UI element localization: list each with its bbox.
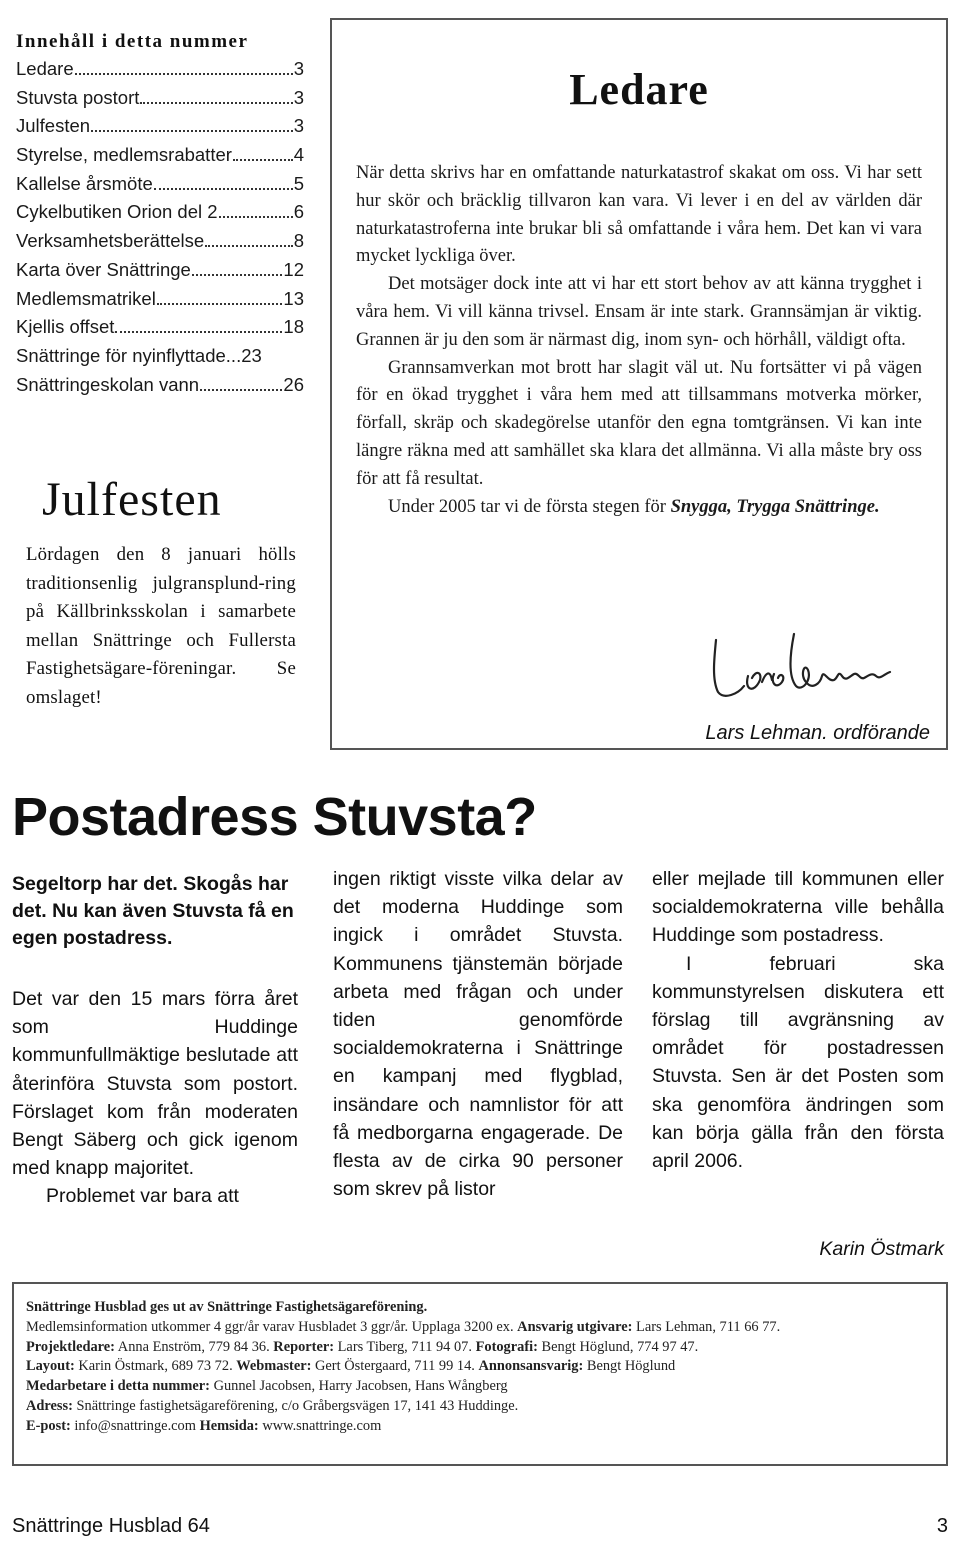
- toc-item-page: 26: [283, 373, 304, 395]
- julfesten-title: Julfesten: [42, 473, 222, 526]
- toc-item-label: Ledare: [16, 58, 74, 79]
- toc-item-page: 3: [293, 86, 304, 108]
- toc-leader-dots: [157, 303, 283, 305]
- email-link[interactable]: info@snattringe.com: [74, 1417, 196, 1434]
- toc-leader-dots: [200, 389, 282, 391]
- toc-leader-dots: [140, 102, 292, 104]
- impressum-value: Gert Östergaard, 711 99 14.: [315, 1358, 475, 1375]
- impressum-label: E-post:: [26, 1417, 71, 1434]
- article-column-2: [333, 865, 623, 1203]
- article-column-3: [652, 865, 944, 1175]
- toc-leader-dots: [75, 73, 293, 75]
- impressum-line: [26, 1357, 934, 1377]
- editorial-signature-name: Lars Lehman. ordförande: [705, 722, 930, 744]
- impressum-label: Layout:: [26, 1358, 75, 1375]
- toc-item[interactable]: [16, 345, 304, 374]
- impressum-value: Snättringe fastighetsägareförening, c/o Gråbergsvägen 17, 141 43 Huddinge.: [76, 1397, 519, 1414]
- impressum-label: Projektledare:: [26, 1338, 115, 1355]
- editorial-paragraph: Det motsäger dock inte att vi har ett stort behov av att känna trygghet i våra hem. Vi vill känna trivsel. Ensam är inte stark. Grannsämjan är viktig. Grannen är ju den som är närmast dig, inom syn- och hörhåll, väldigt ofta.: [356, 274, 922, 350]
- toc-item-label: Cykelbutiken Orion del 2: [16, 201, 218, 223]
- impressum-line: [26, 1338, 934, 1358]
- toc-item-page: 4: [293, 144, 304, 166]
- page-number: 3: [936, 1515, 948, 1537]
- editorial-paragraph: Grannsamverkan mot brott har slagit väl ut. Nu fortsätter vi på vägen för en ökad trygghet i våra hem med att tillsammans motverka mörker, förfall, skräp och skadegörelse utanför den egna tomtgränsen. Vi kan inte längre räkna med att samhället ska klara det allmänna. Vi alla måste bry oss för att få resultat.: [356, 357, 922, 489]
- impressum-label: Hemsida:: [199, 1417, 259, 1434]
- article-column-1: [12, 985, 298, 1211]
- editorial-text: [356, 160, 922, 521]
- editorial-box: [330, 18, 948, 750]
- impressum-label: Webmaster:: [236, 1358, 312, 1375]
- toc-item[interactable]: [16, 288, 304, 317]
- impressum-line: [26, 1417, 934, 1437]
- article-author: Karin Östmark: [819, 1238, 944, 1260]
- article-lead: Segeltorp har det. Skogås har det. Nu kan även Stuvsta få en egen postadress.: [12, 873, 294, 949]
- impressum-value: Bengt Höglund, 774 97 47.: [541, 1338, 699, 1355]
- impressum-line: [26, 1377, 934, 1397]
- toc-item-label: Kjellis offset: [16, 316, 115, 338]
- toc-item-label: Kallelse årsmöte: [16, 172, 153, 194]
- editorial-slogan: Snygga, Trygga Snättringe.: [670, 496, 880, 517]
- editorial-closing-text: Under 2005 tar vi de första stegen för: [388, 496, 671, 517]
- julfesten-body: Lördagen den 8 januari hölls traditionsenlig julgransplund-ring på Källbrinksskolan i samarbete mellan Snättringe och Fullersta Fastighetsägare-föreningar. Se omslaget!: [26, 544, 296, 708]
- editorial-paragraph: [356, 494, 922, 522]
- article-paragraph: Problemet var bara att: [46, 1185, 239, 1208]
- article-paragraph: eller mejlade till kommunen eller socialdemokraterna ville behålla Huddinge som postadress.: [652, 868, 944, 947]
- impressum-line: [26, 1318, 934, 1338]
- article-paragraph: ingen riktigt visste vilka delar av det moderna Huddinge som ingick i området Stuvsta. Kommunens tjänstemän började arbeta med frågan och under tiden genomförde socialdemokraterna i Snättringe en kampanj med flygblad, insändare och namnlistor för att få medborgarna engagerade. De flesta av de cirka 90 personer som skrev på listor: [333, 868, 623, 1201]
- toc-item-label: Snättringe för nyinflyttade: [16, 344, 226, 366]
- toc-leader-dots: [205, 245, 293, 247]
- toc-leader-dots: [192, 274, 283, 276]
- toc-leader-dots: [115, 331, 282, 333]
- toc-list: [16, 58, 304, 402]
- toc-item-page: 6: [293, 201, 304, 223]
- toc-leader-dots: [233, 159, 293, 161]
- toc-item-label: Styrelse, medlemsrabatter: [16, 144, 232, 166]
- website-link[interactable]: www.snattringe.com: [262, 1417, 382, 1434]
- impressum-value: Lars Tiberg, 711 94 07.: [337, 1338, 472, 1355]
- handwritten-signature: [704, 620, 904, 710]
- impressum-label: Annonsansvarig:: [478, 1358, 584, 1375]
- toc-item[interactable]: [16, 230, 304, 259]
- toc-item-page: 5: [293, 172, 304, 194]
- toc-item-label: Julfesten: [16, 115, 91, 137]
- toc-item-page: ...23: [225, 344, 262, 366]
- table-of-contents: [16, 30, 304, 402]
- toc-item-page: 13: [283, 287, 304, 309]
- toc-item-page: 3: [293, 115, 304, 137]
- editorial-title: Ledare: [569, 65, 709, 114]
- toc-item[interactable]: [16, 201, 304, 230]
- impressum-line: [26, 1397, 934, 1417]
- toc-item[interactable]: [16, 144, 304, 173]
- toc-item-page: 12: [283, 258, 304, 280]
- article-paragraph: I februari ska kommunstyrelsen diskutera ett förslag till avgränsning av området för postadressen Stuvsta. Sen är det Posten som ska genomföra ändringen som kan börja gälla från den första april 2006.: [652, 952, 944, 1173]
- impressum-label: Fotografi:: [475, 1338, 538, 1355]
- toc-item-label: Medlemsmatrikel: [16, 287, 156, 309]
- toc-item[interactable]: [16, 87, 304, 116]
- impressum-label: Medarbetare i detta nummer:: [26, 1378, 210, 1395]
- impressum-line: [26, 1298, 934, 1318]
- toc-item-label: Snättringeskolan vann: [16, 373, 200, 395]
- toc-leader-dots: [219, 216, 293, 218]
- impressum-value: Bengt Höglund: [586, 1358, 676, 1375]
- toc-item[interactable]: [16, 173, 304, 202]
- impressum-box: [12, 1282, 948, 1466]
- editorial-paragraph: När detta skrivs har en omfattande naturkatastrof skakat om oss. Vi har sett hur skör och bräcklig tillvaron kan vara. Vi lever i en del av världen där naturkatastroferna inte brukar bli så omfattande i våra hem. Det kan vi vara mycket lyckliga över.: [356, 163, 922, 267]
- impressum-heading: Snättringe Husblad ges ut av Snättringe Fastighetsägareförening.: [26, 1299, 428, 1315]
- article-paragraph: Det var den 15 mars förra året som Huddinge kommunfullmäktige beslutade att återinföra Stuvsta som postort. Förslaget kom från moderaten Bengt Säberg och gick igenom med knapp majoritet.: [12, 988, 298, 1180]
- impressum-label: Ansvarig utgivare:: [517, 1318, 633, 1335]
- article-title: Postadress Stuvsta?: [12, 787, 537, 847]
- toc-item-label: Karta över Snättringe: [16, 258, 191, 280]
- toc-item[interactable]: [16, 259, 304, 288]
- footer-publication: Snättringe Husblad 64: [12, 1515, 210, 1537]
- toc-item-page: 8: [293, 230, 304, 252]
- toc-item[interactable]: [16, 316, 304, 345]
- toc-item[interactable]: [16, 374, 304, 403]
- toc-item-page: 18: [283, 316, 304, 338]
- impressum-value: Anna Enström, 779 84 36.: [117, 1338, 270, 1355]
- toc-item-label: Stuvsta postort: [16, 86, 140, 108]
- toc-item-label: Verksamhetsberättelse: [16, 230, 205, 252]
- impressum-text: Medlemsinformation utkommer 4 ggr/år varav Husbladet 3 ggr/år. Upplaga 3200 ex.: [26, 1318, 514, 1335]
- toc-item-page: 3: [293, 58, 304, 79]
- toc-item[interactable]: [16, 115, 304, 144]
- impressum-label: Adress:: [26, 1397, 73, 1414]
- impressum-value: Lars Lehman, 711 66 77.: [636, 1318, 781, 1335]
- toc-leader-dots: [154, 188, 293, 190]
- toc-item[interactable]: [16, 58, 304, 87]
- impressum-label: Reporter:: [273, 1338, 335, 1355]
- toc-title: Innehåll i detta nummer: [16, 31, 249, 52]
- impressum-value: Gunnel Jacobsen, Harry Jacobsen, Hans Wångberg: [213, 1378, 508, 1395]
- impressum-value: Karin Östmark, 689 73 72.: [78, 1358, 233, 1375]
- toc-leader-dots: [91, 130, 293, 132]
